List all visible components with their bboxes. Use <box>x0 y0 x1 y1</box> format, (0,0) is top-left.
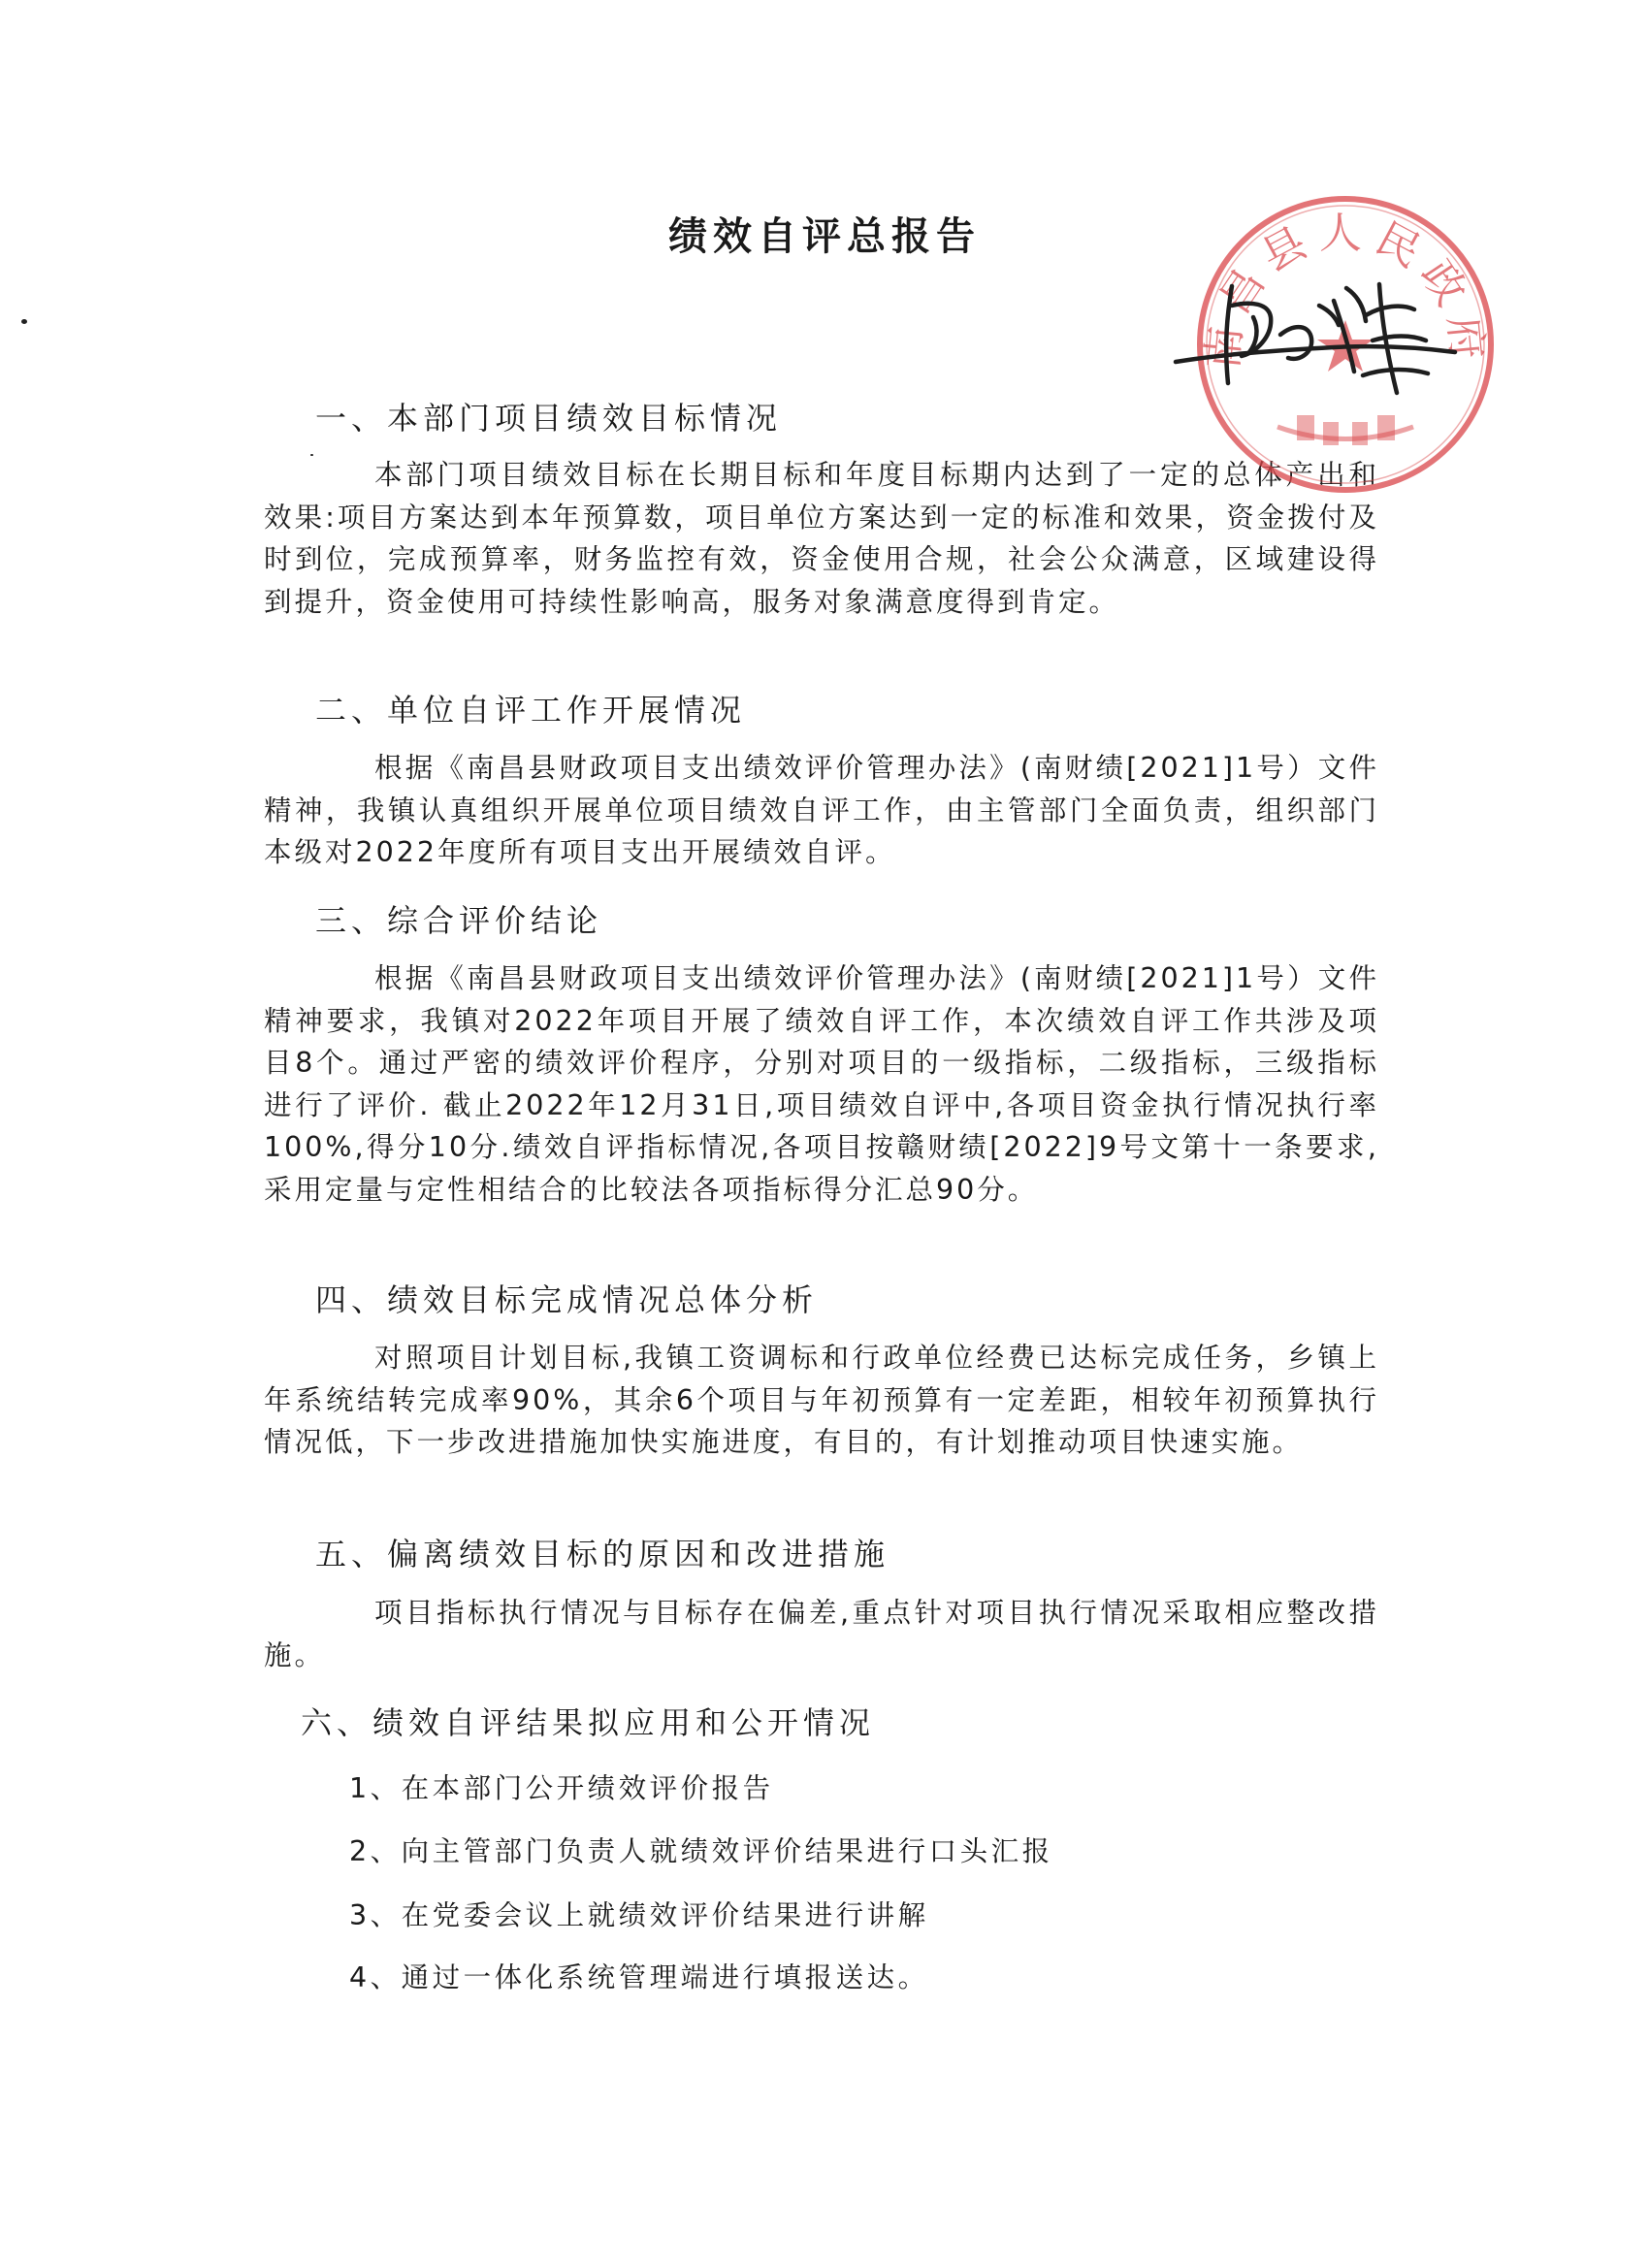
list-item-3: 3、在党委会议上就绩效评价结果进行讲解 <box>349 1899 929 1931</box>
section-heading-1: 一、本部门项目绩效目标情况 <box>315 400 783 437</box>
document-title: 绩效自评总报告 <box>668 214 981 259</box>
section-paragraph-1: 本部门项目绩效目标在长期目标和年度目标期内达到了一定的总体产出和效果:项目方案达到本年预算数，项目单位方案达到一定的标准和效果，资金拨付及时到位，完成预算率，财务监控有效，资金使用合规，社会公众满意，区域建设得到提升，资金使用可持续性影响高，服务对象满意度得到肯定。 <box>264 459 1379 618</box>
svg-text:南昌县人民政府: 南昌县人民政府 <box>1198 209 1493 372</box>
scan-speck <box>21 319 27 324</box>
list-item-4: 4、通过一体化系统管理端进行填报送达。 <box>349 1961 929 1993</box>
signature-icon <box>1164 247 1474 412</box>
section-heading-4: 四、绩效目标完成情况总体分析 <box>315 1281 819 1318</box>
section-heading-3: 三、综合评价结论 <box>315 902 603 939</box>
list-item-2: 2、向主管部门负责人就绩效评价结果进行口头汇报 <box>349 1835 1053 1867</box>
section-paragraph-3: 根据《南昌县财政项目支出绩效评价管理办法》(南财绩[2021]1号）文件精神要求，我镇对2022年项目开展了绩效自评工作，本次绩效自评工作共涉及项目8个。通过严密的绩效评价程序，分别对项目的一级指标，二级指标，三级指标进行了评价. 截止2022年12月31日,项目绩效自评中,各项目资金执行情况执行率100%,得分10分.绩效自评指标情况,各项目按赣财绩[2022]9号文第十一条要求,采用定量与定性相结合的比较法各项指标得分汇总90分。 <box>264 962 1379 1206</box>
section-paragraph-5: 项目指标执行情况与目标存在偏差,重点针对项目执行情况采取相应整改措施。 <box>264 1597 1379 1671</box>
section-paragraph-4: 对照项目计划目标,我镇工资调标和行政单位经费已达标完成任务，乡镇上年系统结转完成率90%，其余6个项目与年初预算有一定差距，相较年初预算执行情况低，下一步改进措施加快实施进度，有目的，有计划推动项目快速实施。 <box>264 1342 1379 1458</box>
section-heading-5: 五、偏离绩效目标的原因和改进措施 <box>315 1536 890 1572</box>
section-heading-6: 六、绩效自评结果拟应用和公开情况 <box>301 1704 876 1741</box>
section-heading-2: 二、单位自评工作开展情况 <box>315 692 747 729</box>
section-paragraph-2: 根据《南昌县财政项目支出绩效评价管理办法》(南财绩[2021]1号）文件精神，我镇认真组织开展单位项目绩效自评工作，由主管部门全面负责，组织部门本级对2022年度所有项目支出开展绩效自评。 <box>264 752 1379 868</box>
list-item-1: 1、在本部门公开绩效评价报告 <box>349 1772 774 1804</box>
